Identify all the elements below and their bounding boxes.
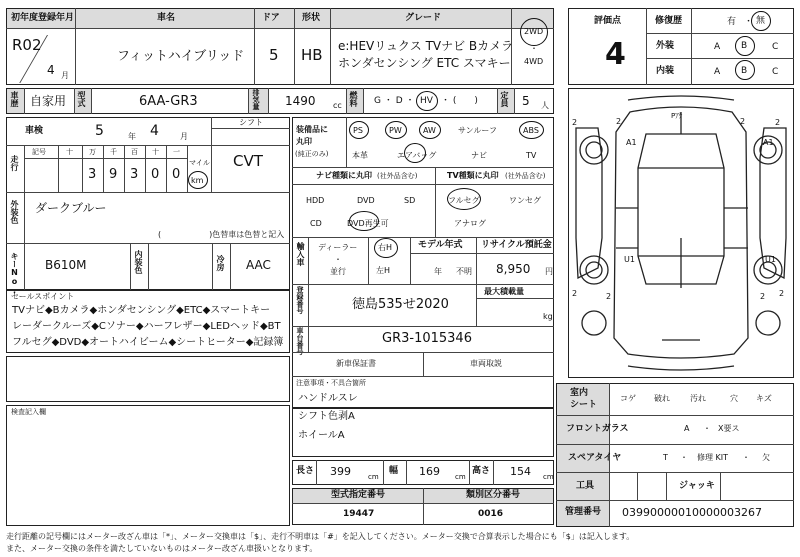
- exterior-label: 外装: [656, 41, 675, 51]
- color-value: ダークブルー: [35, 201, 107, 215]
- car-name: フィットハイブリッド: [117, 49, 245, 64]
- mileage-head-5: 十: [152, 148, 159, 156]
- navi-type-sub: (社外品含む): [377, 172, 418, 180]
- mileage-head-2: 万: [89, 148, 96, 156]
- ac-value: AAC: [246, 258, 271, 272]
- registration-value: 徳島535せ2020: [352, 297, 449, 312]
- chassis-value: GR3-1015346: [382, 331, 472, 346]
- exterior-c: C: [772, 42, 779, 52]
- fuel-options: G ・ D ・: [374, 96, 415, 106]
- first-reg-month: 4: [47, 63, 55, 77]
- spare-opt-1: ・: [680, 453, 688, 462]
- first-reg-year: R02: [12, 36, 42, 54]
- type-number-label: 型式指定番号: [331, 490, 386, 500]
- navi-sd: SD: [404, 196, 416, 205]
- doors-value: 5: [269, 46, 279, 64]
- mark-7: 2: [760, 292, 766, 301]
- repair-label: 修復歴: [655, 16, 683, 26]
- glass-opt-1: ・: [703, 424, 711, 433]
- notes-box: [6, 405, 290, 526]
- displacement-label: 排気量: [252, 89, 260, 110]
- sales-points-line1: TVナビ◆Bカメラ◆ホンダセンシング◆ETC◆スマートキー: [12, 305, 271, 316]
- interior-c: C: [772, 67, 779, 77]
- registration-label: 登録番号: [296, 286, 304, 314]
- import-dealer: ディーラー: [318, 243, 358, 252]
- import-left-h: 左H: [376, 266, 391, 275]
- width-unit: cm: [455, 473, 466, 481]
- interior-a: A: [714, 67, 721, 77]
- key-label: キーNo.: [10, 252, 19, 295]
- mark-6: 2: [606, 292, 612, 301]
- height-label: 高さ: [472, 466, 491, 476]
- first-reg-label: 初年度登録年月: [11, 13, 75, 23]
- import-dot: ・: [334, 255, 342, 264]
- pillar-label: Pｱｹ: [671, 112, 683, 120]
- mgmt-label: 管理番号: [565, 507, 602, 517]
- score-value: 4: [605, 37, 626, 72]
- equip-abs: ABS: [523, 126, 539, 135]
- length-label: 長さ: [296, 466, 315, 476]
- color-label: 外装色: [10, 200, 19, 224]
- equipment-label-2: 丸印: [296, 137, 312, 146]
- grade-line2: ホンダセンシング ETC スマキー: [338, 56, 511, 70]
- glass-opt-2: X要ス: [718, 424, 740, 433]
- u1-right: U1: [765, 255, 776, 264]
- spare-opt-2: 修理 KIT: [697, 453, 729, 462]
- car-diagram: [568, 88, 794, 378]
- seat-label-2: シート: [570, 400, 598, 410]
- sales-points-line3: フルセグ◆DVD◆オートハイビーム◆シートヒーター◆記録簿: [12, 337, 284, 348]
- width-label: 幅: [389, 466, 399, 476]
- remarks-label: 注意事項・不具合箇所: [296, 379, 366, 387]
- mileage-unit-km: km: [191, 176, 204, 185]
- height-unit: cm: [543, 473, 554, 481]
- chassis-label: 車台番号: [296, 327, 304, 355]
- class-number-label: 類別区分番号: [466, 490, 521, 500]
- recycle-unit: 円: [545, 267, 553, 276]
- grade-line1: e:HEVリュクス TVナビ Bカメラ: [338, 39, 514, 53]
- length-unit: cm: [368, 473, 379, 481]
- mgmt-value: 03990000010000003267: [622, 506, 762, 519]
- fuel-selected: HV: [420, 96, 433, 106]
- usage-value: 自家用: [30, 94, 67, 108]
- equipment-label-1: 装備品に: [296, 125, 328, 134]
- navi-dvd: DVD: [357, 196, 375, 205]
- exterior-a: A: [714, 42, 721, 52]
- shift-label: シフト: [239, 118, 263, 127]
- model-year-unit: 年: [434, 267, 442, 276]
- model-year-label: モデル年式: [418, 240, 463, 250]
- navi-type-label: ナビ種類に丸印: [316, 171, 372, 180]
- inspection-month: 4: [150, 123, 159, 139]
- seat-opt-1: 破れ: [654, 394, 670, 403]
- equip-pw: PW: [389, 126, 402, 135]
- key-value: B610M: [45, 258, 87, 272]
- seat-opt-4: キズ: [756, 394, 772, 403]
- navi-dvd-play: DVD再生可: [347, 219, 389, 228]
- drive-2wd: 2WD: [524, 27, 544, 36]
- spare-label: スペアタイヤ: [568, 453, 622, 463]
- sales-points-label: セールスポイント: [11, 292, 75, 301]
- footer-line1: 走行距離の記号欄にはメーター改ざん車は「*」、メーター交換車は「$」、走行不明車は「#」を記入してください。メーター交換で合算表示した場合にも「$」は記入します。: [6, 532, 635, 541]
- mileage-head-0: 記号: [32, 148, 46, 156]
- mileage-head-1: 十: [66, 148, 73, 156]
- seat-label-1: 室内: [570, 388, 589, 398]
- mark-3: 2: [740, 117, 746, 126]
- navi-hdd: HDD: [306, 196, 325, 205]
- capacity-unit: 人: [541, 101, 549, 110]
- max-load-unit: kg: [543, 312, 553, 321]
- equip-aw: AW: [423, 126, 436, 135]
- grade-label: グレード: [405, 13, 442, 23]
- equipment-label-3: (純正のみ): [295, 150, 329, 158]
- jack-label: ジャッキ: [679, 481, 715, 491]
- spare-opt-0: T: [663, 453, 668, 462]
- max-load-label: 最大積載量: [484, 287, 524, 296]
- capacity-value: 5: [522, 94, 530, 108]
- equip-navi: ナビ: [471, 151, 487, 160]
- remarks-line2: シフト色剥A: [298, 411, 355, 422]
- remarks-line3: ホイールA: [298, 430, 345, 441]
- glass-label: フロントガラス: [566, 424, 629, 434]
- glass-opt-0: A: [684, 424, 690, 433]
- score-label: 評価点: [594, 16, 622, 26]
- tv-oneseg: ワンセグ: [509, 196, 541, 205]
- shift-value: CVT: [233, 152, 263, 170]
- color-note: ( )色替車は色替と記入: [158, 230, 285, 239]
- inspection-month-unit: 月: [180, 132, 188, 141]
- first-reg-month-unit: 月: [61, 71, 69, 80]
- length-value: 399: [330, 465, 351, 478]
- fuel-other: ・ ( ): [441, 96, 478, 106]
- mileage-head-4: 百: [131, 148, 138, 156]
- displacement-unit: cc: [333, 101, 342, 110]
- interior-color-label: 内装色: [134, 250, 143, 274]
- tv-type-label: TV種類に丸印: [447, 171, 499, 180]
- equip-tv: TV: [526, 151, 537, 160]
- mileage-head-6: 一: [173, 148, 180, 156]
- mileage-head-3: 千: [110, 148, 117, 156]
- equip-airbag: エアバッグ: [397, 151, 437, 160]
- import-parallel: 並行: [330, 267, 346, 276]
- mileage-digit-1: 3: [88, 167, 97, 182]
- spare-opt-3: ・: [742, 453, 750, 462]
- drive-4wd: 4WD: [524, 57, 544, 66]
- import-right-h: 右H: [378, 243, 393, 252]
- model-label: 型式: [77, 91, 86, 107]
- usage-label: 車歴: [10, 91, 19, 107]
- repair-dot: ・: [744, 17, 754, 27]
- seat-opt-2: 汚れ: [690, 394, 706, 403]
- equip-sunroof: サンルーフ: [458, 126, 497, 135]
- interior-b: B: [741, 66, 748, 76]
- capacity-label: 定員: [500, 91, 509, 107]
- recycle-value: 8,950: [496, 262, 531, 276]
- equip-leather: 本革: [352, 151, 368, 160]
- mark-2: 2: [616, 117, 622, 126]
- type-number-value: 19447: [343, 509, 375, 519]
- a1-right: A1: [763, 138, 774, 147]
- inspection-label: 車検: [25, 126, 44, 136]
- mileage-digit-3: 3: [130, 167, 139, 182]
- ac-label: 冷房: [216, 255, 225, 271]
- tv-type-sub: (社外品含む): [505, 172, 546, 180]
- tv-analog: アナログ: [454, 219, 486, 228]
- sales-points-line2: レーダークルーズ◆Cソナー◆ハーフレザー◆LEDヘッド◆BT: [12, 321, 281, 332]
- recycle-label: リサイクル預託金: [481, 240, 552, 250]
- doors-label: ドア: [262, 13, 280, 23]
- warranty-new-car: 新車保証書: [336, 359, 376, 368]
- u1-left: U1: [624, 255, 635, 264]
- name-label: 車名: [157, 13, 176, 23]
- notes-label: 検査記入欄: [11, 408, 46, 416]
- repair-yes: 有: [727, 17, 737, 27]
- recorder-box: [6, 356, 290, 402]
- mileage-label: 走行: [10, 155, 19, 171]
- model-year-unknown: 不明: [456, 267, 472, 276]
- seat-opt-3: 穴: [730, 394, 738, 403]
- spare-opt-4: 欠: [762, 453, 770, 462]
- tools-label: 工具: [576, 481, 595, 491]
- mileage-unit-mile: マイル: [189, 159, 210, 167]
- shape-label: 形状: [302, 13, 321, 23]
- warranty-manual: 車両取説: [470, 359, 502, 368]
- equip-ps: PS: [353, 126, 363, 135]
- width-value: 169: [419, 465, 440, 478]
- height-value: 154: [510, 465, 531, 478]
- footer-line2: また、メーター交換の条件を満たしていないものはメーター改ざん車扱いとなります。: [6, 544, 318, 553]
- mileage-digit-5: 0: [172, 167, 181, 182]
- repair-no: 無: [756, 16, 766, 26]
- mark-8: 2: [779, 289, 785, 298]
- a1-left: A1: [626, 138, 637, 147]
- model-value: 6AA-GR3: [139, 94, 198, 109]
- inspection-year: 5: [95, 123, 104, 139]
- import-label: 輸入車: [296, 242, 305, 266]
- class-number-value: 0016: [478, 509, 504, 519]
- interior-label: 内装: [656, 66, 675, 76]
- displacement-value: 1490: [285, 94, 316, 108]
- drive-dot: ・: [530, 44, 538, 53]
- mark-5: 2: [572, 289, 578, 298]
- shape-value: HB: [301, 46, 323, 64]
- fuel-label: 燃料: [349, 91, 358, 107]
- mark-4: 2: [775, 118, 781, 127]
- mark-1: 2: [572, 118, 578, 127]
- inspection-year-unit: 年: [128, 132, 136, 141]
- remarks-line1: ハンドルスレ: [298, 393, 358, 404]
- tv-fullseg: フルセグ: [448, 196, 480, 205]
- mileage-digit-4: 0: [151, 167, 160, 182]
- seat-opt-0: コゲ: [620, 394, 636, 403]
- exterior-b: B: [741, 41, 748, 51]
- navi-cd: CD: [310, 219, 322, 228]
- header-band: [7, 9, 553, 28]
- mileage-digit-2: 9: [109, 167, 118, 182]
